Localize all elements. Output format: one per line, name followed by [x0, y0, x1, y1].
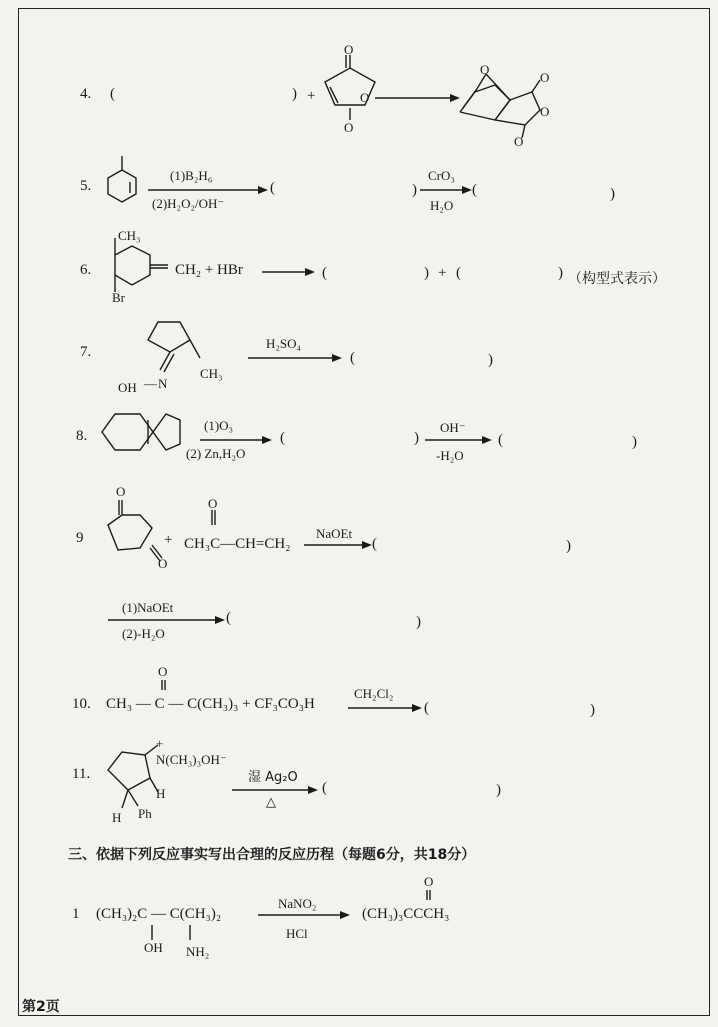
cyclohexanedione-structure: [108, 500, 162, 561]
answer-blank-open: (: [456, 265, 461, 281]
reagent-top: OH⁻: [440, 420, 466, 435]
answer-blank-open: (: [424, 700, 429, 716]
reagent-bottom: H₂O: [430, 198, 454, 213]
reagent-top: CH₂Cl₂: [354, 686, 394, 701]
reactant-formula: (CH₃)₂C — C(CH₃)₂: [96, 906, 222, 922]
oxygen-label: O: [514, 134, 524, 149]
question-number: 9: [76, 530, 84, 546]
cyclopentyl-ammonium-structure: [108, 745, 158, 808]
hydroxyl-label: OH: [118, 380, 137, 395]
oxygen-label: O: [540, 70, 550, 85]
cyclopentanone-oxime-structure: [148, 322, 200, 372]
reagent-bottom: (2)H₂O₂/OH⁻: [152, 196, 225, 211]
methyl-label: CH₃: [200, 366, 223, 381]
oxygen-label: O: [158, 556, 168, 571]
methylcyclohexene-structure: [108, 156, 136, 202]
oxabicyclic-product-structure: [460, 74, 540, 138]
answer-blank-close: ): [292, 86, 297, 102]
answer-blank-open: (: [226, 610, 231, 626]
oxygen-label: O: [540, 104, 550, 119]
answer-blank-close: ): [590, 702, 595, 718]
nitrogen-label: N: [158, 376, 168, 391]
answer-blank-close: ): [632, 434, 637, 450]
reagent-top: (1)O₃: [204, 418, 234, 433]
ammonium-label: N(CH₃)₃OH⁻: [156, 752, 227, 767]
reagent-bottom: (2) Zn,H₂O: [186, 446, 246, 461]
maleic-anhydride-structure: [325, 55, 375, 120]
answer-blank-open: (: [322, 780, 327, 796]
question-number: 7.: [80, 344, 92, 360]
question-number: 4.: [80, 86, 92, 102]
answer-blank-open: (: [270, 180, 275, 196]
oxygen-label: O: [344, 120, 354, 135]
reagent-bottom: HCl: [286, 926, 308, 941]
reagent-bottom: -H₂O: [436, 448, 464, 463]
hydrogen-label: H: [156, 786, 166, 801]
page-number: 第2页: [22, 999, 60, 1015]
answer-blank-close: ): [488, 352, 493, 368]
amino-label: NH₂: [186, 944, 210, 959]
heat-symbol: △: [266, 794, 276, 809]
reagent-top: CrO₃: [428, 168, 455, 183]
charge-plus: +: [156, 736, 164, 751]
answer-blank-close: ): [610, 186, 615, 202]
bromine-label: Br: [112, 290, 125, 305]
bromo-methyl-cyclohexane-structure: [115, 238, 168, 292]
reagent-text: CH₂ + HBr: [175, 262, 243, 278]
octahydronaphthalene-structure: [102, 414, 180, 450]
plus-sign: +: [164, 532, 173, 548]
oxygen-label: O: [480, 62, 490, 77]
question-number: 8.: [76, 428, 88, 444]
answer-blank-open: (: [472, 182, 477, 198]
answer-blank-close: ): [558, 265, 563, 281]
reagent-top: NaOEt: [316, 526, 353, 541]
oxygen-label: O: [344, 42, 354, 57]
answer-blank-open: (: [372, 536, 377, 552]
answer-blank-open: (: [280, 430, 285, 446]
answer-blank-open: (: [350, 350, 355, 366]
configuration-note: （构型式表示）: [568, 271, 666, 287]
reagent-formula: CH₃C—CH=CH₂: [184, 536, 291, 552]
oxygen-label: O: [208, 496, 218, 511]
question-number: 11.: [72, 766, 91, 782]
section-heading: 三、依据下列反应事实写出合理的反应历程（每题6分，共18分）: [68, 847, 476, 863]
answer-blank-close: ): [414, 430, 419, 446]
answer-blank-close: ): [496, 782, 501, 798]
oxygen-label: O: [158, 664, 168, 679]
methyl-label: CH₃: [118, 228, 141, 243]
question-number: 5.: [80, 178, 92, 194]
answer-blank-close: ): [566, 538, 571, 554]
oxygen-label: O: [360, 90, 370, 105]
oxygen-label: O: [116, 484, 126, 499]
reagent-top: (1)B₂H₆: [170, 168, 213, 183]
reagent-top: NaNO₂: [278, 896, 317, 911]
answer-blank-open: (: [498, 432, 503, 448]
question-number: 1: [72, 906, 80, 922]
phenyl-label: Ph: [138, 806, 152, 821]
question-number: 10.: [72, 696, 91, 712]
reagent-top: H₂SO₄: [266, 336, 302, 351]
answer-blank-open: (: [110, 86, 115, 102]
plus-sign: +: [307, 88, 316, 104]
bond-dash: —: [144, 376, 157, 391]
product-formula: (CH₃)₃CCCH₃: [362, 906, 450, 922]
answer-blank-close: ): [412, 182, 417, 198]
question-number: 6.: [80, 262, 92, 278]
oxygen-label: O: [424, 874, 434, 889]
reagent-top: (1)NaOEt: [122, 600, 174, 615]
reagent-bottom: (2)-H₂O: [122, 626, 165, 641]
answer-blank-close: ): [416, 614, 421, 630]
plus-sign: +: [438, 265, 447, 281]
answer-blank-open: (: [322, 265, 327, 281]
reactant-formula: CH₃ — C — C(CH₃)₃ + CF₃CO₃H: [106, 696, 315, 712]
hydroxyl-label: OH: [144, 940, 163, 955]
answer-blank-close: ): [424, 265, 429, 281]
reagent-top: 湿 Ag₂O: [248, 770, 298, 785]
hydrogen-label: H: [112, 810, 122, 825]
